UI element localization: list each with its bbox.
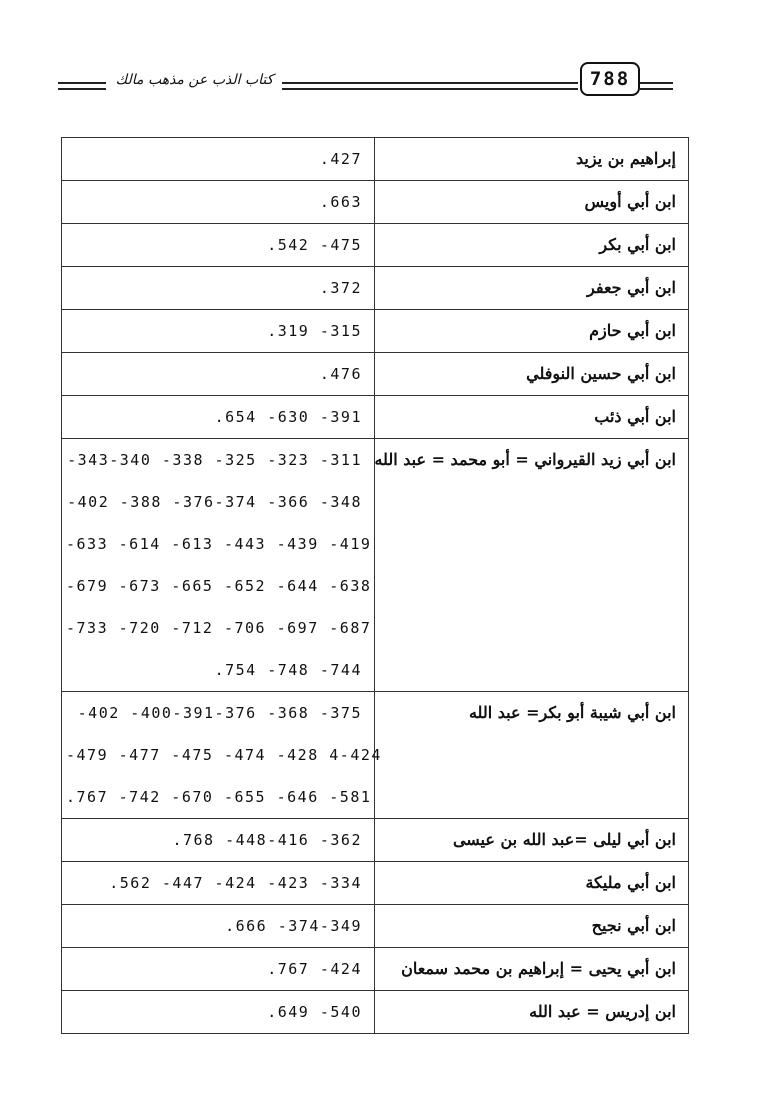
entry-name: ابن أبي نجيح (591, 916, 676, 935)
entry-name: ابن أبي حسين النوفلي (526, 364, 676, 383)
header-rule-right (640, 82, 673, 90)
entry-name: ابن أبي بكر (599, 235, 676, 254)
page-refs-line: .754 -748 -744 (214, 661, 362, 679)
entry-name-cell (375, 439, 689, 692)
entry-name: ابن أبي زيد القيرواني = أبو محمد = عبد الله (374, 450, 676, 469)
page-refs-line: .319 -315 (267, 322, 362, 340)
page-refs-cell (62, 181, 375, 224)
entry-name-cell (375, 181, 689, 224)
header-rule-left (58, 82, 106, 90)
page-refs-cell (62, 396, 375, 439)
page-refs-cell (62, 353, 375, 396)
index-row (62, 991, 689, 1034)
entry-name: ابن أبي جعفر (587, 278, 676, 297)
entry-name-cell (375, 224, 689, 267)
page-number: 788 (580, 62, 640, 96)
index-table (61, 137, 689, 1034)
page-refs-line: .372 (319, 279, 362, 297)
entry-name: ابن إدريس = عبد الله (529, 1002, 676, 1021)
page-refs-line: -479 -477 -475 -474 -428 4-424 (66, 746, 382, 764)
entry-name-cell (375, 991, 689, 1034)
entry-name: ابن أبي يحيى = إبراهيم بن محمد سمعان (401, 959, 676, 978)
entry-name: ابن أبي ذئب (594, 407, 676, 426)
index-row (62, 862, 689, 905)
page-header (0, 0, 761, 110)
page-refs-cell (62, 905, 375, 948)
book-title: كتاب الذب عن مذهب مالك (115, 72, 274, 88)
page-refs-line: .562 -447 -424 -423 -334 (109, 874, 362, 892)
index-row (62, 353, 689, 396)
entry-name-cell (375, 138, 689, 181)
entry-name-cell (375, 353, 689, 396)
page-refs-cell (62, 310, 375, 353)
entry-name-cell (375, 905, 689, 948)
entry-name: ابن أبي ليلى =عبد الله بن عيسى (452, 830, 676, 849)
index-row (62, 439, 689, 692)
page-refs-line: -679 -673 -665 -652 -644 -638 (66, 577, 372, 595)
page-refs-line: .767 -424 (267, 960, 362, 978)
index-row (62, 396, 689, 439)
index-row (62, 692, 689, 819)
entry-name-cell (375, 819, 689, 862)
page-refs-cell (62, 138, 375, 181)
page-refs-line: .476 (319, 365, 362, 383)
page-refs-line: .768 -448-416 -362 (172, 831, 362, 849)
index-row (62, 905, 689, 948)
page-refs-line: .767 -742 -670 -655 -646 -581 (66, 788, 372, 806)
page-refs-line: .649 -540 (267, 1003, 362, 1021)
entry-name-cell (375, 310, 689, 353)
page-refs-line: -633 -614 -613 -443 -439 -419 (66, 535, 372, 553)
entry-name: ابن أبي حازم (589, 321, 676, 340)
page-refs-cell (62, 948, 375, 991)
entry-name: ابن أبي مليكة (585, 873, 676, 892)
page-refs-cell (62, 991, 375, 1034)
page-refs-line: .427 (319, 150, 362, 168)
page-refs-cell (62, 267, 375, 310)
entry-name-cell (375, 862, 689, 905)
page-refs-line: .663 (319, 193, 362, 211)
entry-name: ابن أبي شيبة أبو بكر= عبد الله (468, 703, 676, 722)
entry-name-cell (375, 267, 689, 310)
entry-name-cell (375, 396, 689, 439)
index-row (62, 181, 689, 224)
entry-name: ابن أبي أويس (584, 192, 676, 211)
page-refs-line: -343-340 -338 -325 -323 -311 (67, 451, 362, 469)
page-refs-line: -733 -720 -712 -706 -697 -687 (66, 619, 372, 637)
entry-name: إبراهيم بن يزيد (576, 149, 676, 168)
page-refs-line: .666 -374-349 (225, 917, 362, 935)
index-row (62, 224, 689, 267)
page-refs-line: -402 -400-391-376 -368 -375 (77, 704, 362, 722)
page-refs-line: .654 -630 -391 (214, 408, 362, 426)
index-row (62, 819, 689, 862)
page-refs-cell (62, 692, 382, 819)
entry-name-cell (375, 692, 689, 819)
page-refs-cell (62, 862, 375, 905)
index-row (62, 310, 689, 353)
page-refs-line: .542 -475 (267, 236, 362, 254)
page-refs-cell (62, 224, 375, 267)
page-refs-cell (62, 439, 375, 692)
index-row (62, 138, 689, 181)
index-row (62, 267, 689, 310)
page-refs-cell (62, 819, 375, 862)
page-refs-line: -402 -388 -376-374 -366 -348 (67, 493, 362, 511)
index-row (62, 948, 689, 991)
entry-name-cell (375, 948, 689, 991)
header-rule-middle (282, 82, 578, 90)
